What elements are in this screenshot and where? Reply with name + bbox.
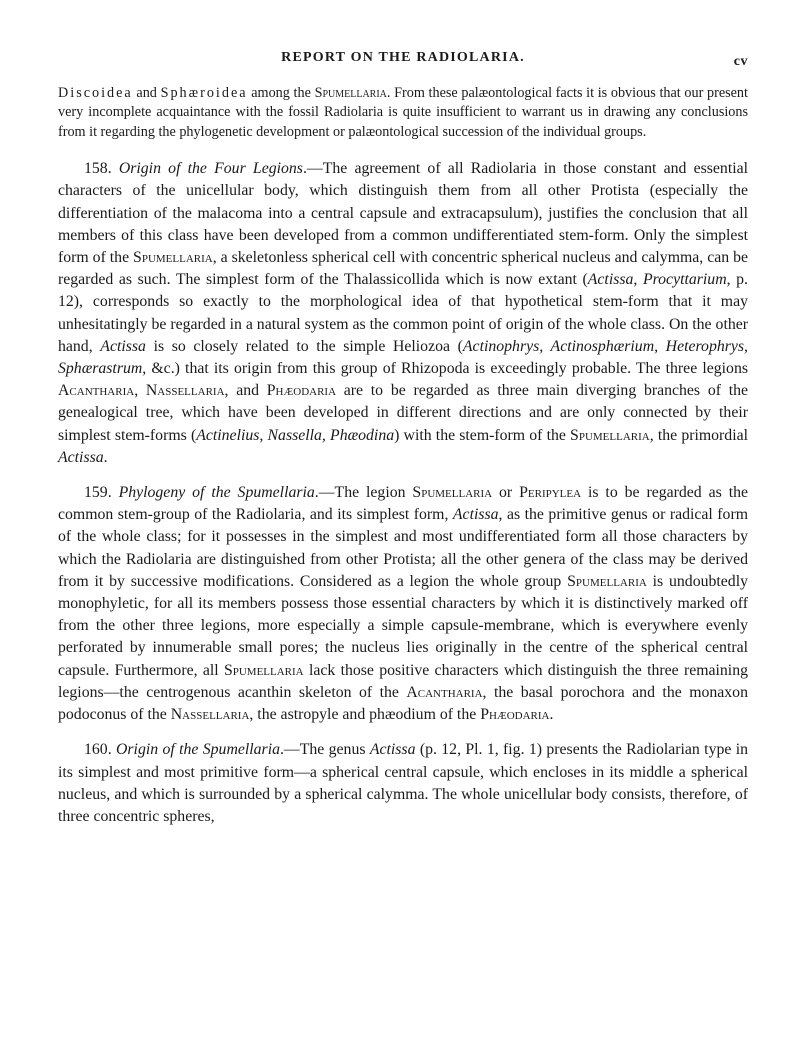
section-title: Origin of the Spumellaria bbox=[116, 741, 280, 759]
text-run: is so closely related to the simple Heliozoa ( bbox=[145, 337, 463, 355]
text-run: . bbox=[103, 448, 108, 466]
legion-name: Nassellaria bbox=[145, 382, 225, 400]
legion-name: Spumellaria bbox=[570, 426, 650, 444]
legion-name: Spumellaria bbox=[133, 249, 213, 267]
legion-name: Spumellaria bbox=[314, 85, 387, 101]
genus-name: Actinelius, Nassella, Phæodina bbox=[196, 426, 395, 444]
legion-name: Acantharia bbox=[58, 382, 135, 400]
section-title: Origin of the Four Legions bbox=[118, 160, 303, 178]
text-run: , bbox=[134, 382, 146, 400]
genus-name: Actissa, Procyttarium bbox=[587, 271, 727, 289]
term-sphaeroidea: Sphæroidea bbox=[160, 85, 248, 101]
legion-name: Phæodaria bbox=[480, 706, 550, 724]
section-159-paragraph bbox=[58, 482, 748, 726]
section-number: 159. bbox=[84, 484, 119, 502]
genus-name: Actissa bbox=[369, 741, 416, 759]
section-title: Phylogeny of the Spumellaria bbox=[118, 484, 315, 502]
legion-name: Nassellaria bbox=[170, 706, 250, 724]
section-160-paragraph bbox=[58, 739, 748, 828]
text-run: or bbox=[492, 484, 520, 502]
text-run: , p. 12), corresponds so exactly to the morphological idea of that hypothetical stem-form that it may unhesitatingly be regarded in a natural system as the common point of origin of the whole class. On the other hand, bbox=[58, 271, 749, 355]
legion-name: Spumellaria bbox=[223, 661, 304, 679]
text-run: , as the primitive genus or radical form of the whole class; for it possesses in the simplest and most undifferentiated form all those characters by which the Radiolaria are distinguished from other Protista; all the other genera of the class may be derived from it by successive modifications. Considered as a legion the whole group bbox=[58, 506, 748, 590]
text-run: , the astropyle and phæodium of the bbox=[249, 706, 481, 724]
intro-paragraph bbox=[58, 84, 748, 142]
text-run: .—The genus bbox=[279, 741, 370, 759]
text-run: . From these palæontological facts it is obvious that our present very incomplete acquaintance with the fossil Radiolaria is quite insufficient to warrant us in drawing any conclusions from it regarding the phylogenetic development or palæontological succession of the individual groups. bbox=[58, 85, 748, 140]
running-title: REPORT ON THE RADIOLARIA. bbox=[281, 50, 525, 65]
section-number: 160. bbox=[84, 741, 116, 759]
text-run: are to be regarded as three main diverging branches of the genealogical tree, which have been developed in different directions and are only connected by their simplest stem-forms ( bbox=[58, 382, 749, 444]
text-run: .—The agreement of all Radiolaria in those constant and essential characters of the unicellular body, which distinguish them from all other Protista (especially the differentiation of the malacoma into a central capsule and extracapsulum), justifies the conclusion that all members of this class have been developed from a common undifferentiated stem-form. Only the simplest form of the bbox=[58, 160, 748, 267]
page-number: cv bbox=[733, 54, 748, 69]
text-run: , &c.) that its origin from this group of Rhizopoda is exceedingly probable. The three legions bbox=[142, 360, 748, 378]
text-run: (p. 12, Pl. 1, fig. 1) presents the Radiolarian type in its simplest and most primitive form—a spherical central capsule, which encloses in its middle a spherical nucleus, and which is surrounded by a spherical calymma. The whole unicellular body consists, therefore, of three concentric spheres, bbox=[58, 741, 749, 825]
text-run: , the primordial bbox=[649, 426, 748, 444]
legion-name: Phæodaria bbox=[266, 382, 337, 400]
genus-name: Actissa bbox=[100, 337, 146, 355]
text-run: , and bbox=[224, 382, 267, 400]
text-run: , a skeletonless spherical cell with concentric spherical nucleus and calymma, can be regarded as such. The simplest form of the Thalassicollida which is now extant ( bbox=[58, 249, 748, 289]
text-run: is undoubtedly monophyletic, for all its members possess those essential characters by which it is distinctively marked off from the other three legions, more especially a simple capsule-membrane, which is everywhere evenly perforated by innumerable small pores; the nucleus lies originally in the centre of the spherical central capsule. Furthermore, all bbox=[58, 572, 748, 679]
text-run: ) with the stem-form of the bbox=[394, 426, 571, 444]
legion-name: Acantharia bbox=[406, 683, 483, 701]
genus-name: Actinophrys, Actinosphærium, Heterophrys, Sphærastrum bbox=[58, 337, 749, 378]
genus-name: Actissa bbox=[58, 448, 104, 466]
section-158-paragraph bbox=[58, 158, 748, 469]
text-run: and bbox=[132, 85, 161, 101]
text-run: lack those positive characters which distinguish the three remaining legions—the centrogenous acanthin skeleton of the bbox=[58, 661, 748, 701]
legion-name: Spumellaria bbox=[412, 484, 493, 502]
text-run: is to be regarded as the common stem-group of the Radiolaria, and its simplest form, bbox=[58, 484, 748, 524]
term-discoidea: Discoidea bbox=[58, 85, 133, 101]
body-text bbox=[58, 84, 748, 841]
page-header bbox=[58, 50, 748, 72]
text-run: . bbox=[549, 706, 554, 724]
section-number: 158. bbox=[84, 160, 119, 178]
text-run: among the bbox=[247, 85, 315, 101]
legion-name: Peripylea bbox=[519, 484, 582, 502]
text-run: , the basal porochora and the monaxon podoconus of the bbox=[58, 683, 748, 724]
legion-name: Spumellaria bbox=[567, 572, 647, 590]
text-run: .—The legion bbox=[314, 484, 413, 502]
genus-name: Actissa bbox=[452, 506, 499, 524]
